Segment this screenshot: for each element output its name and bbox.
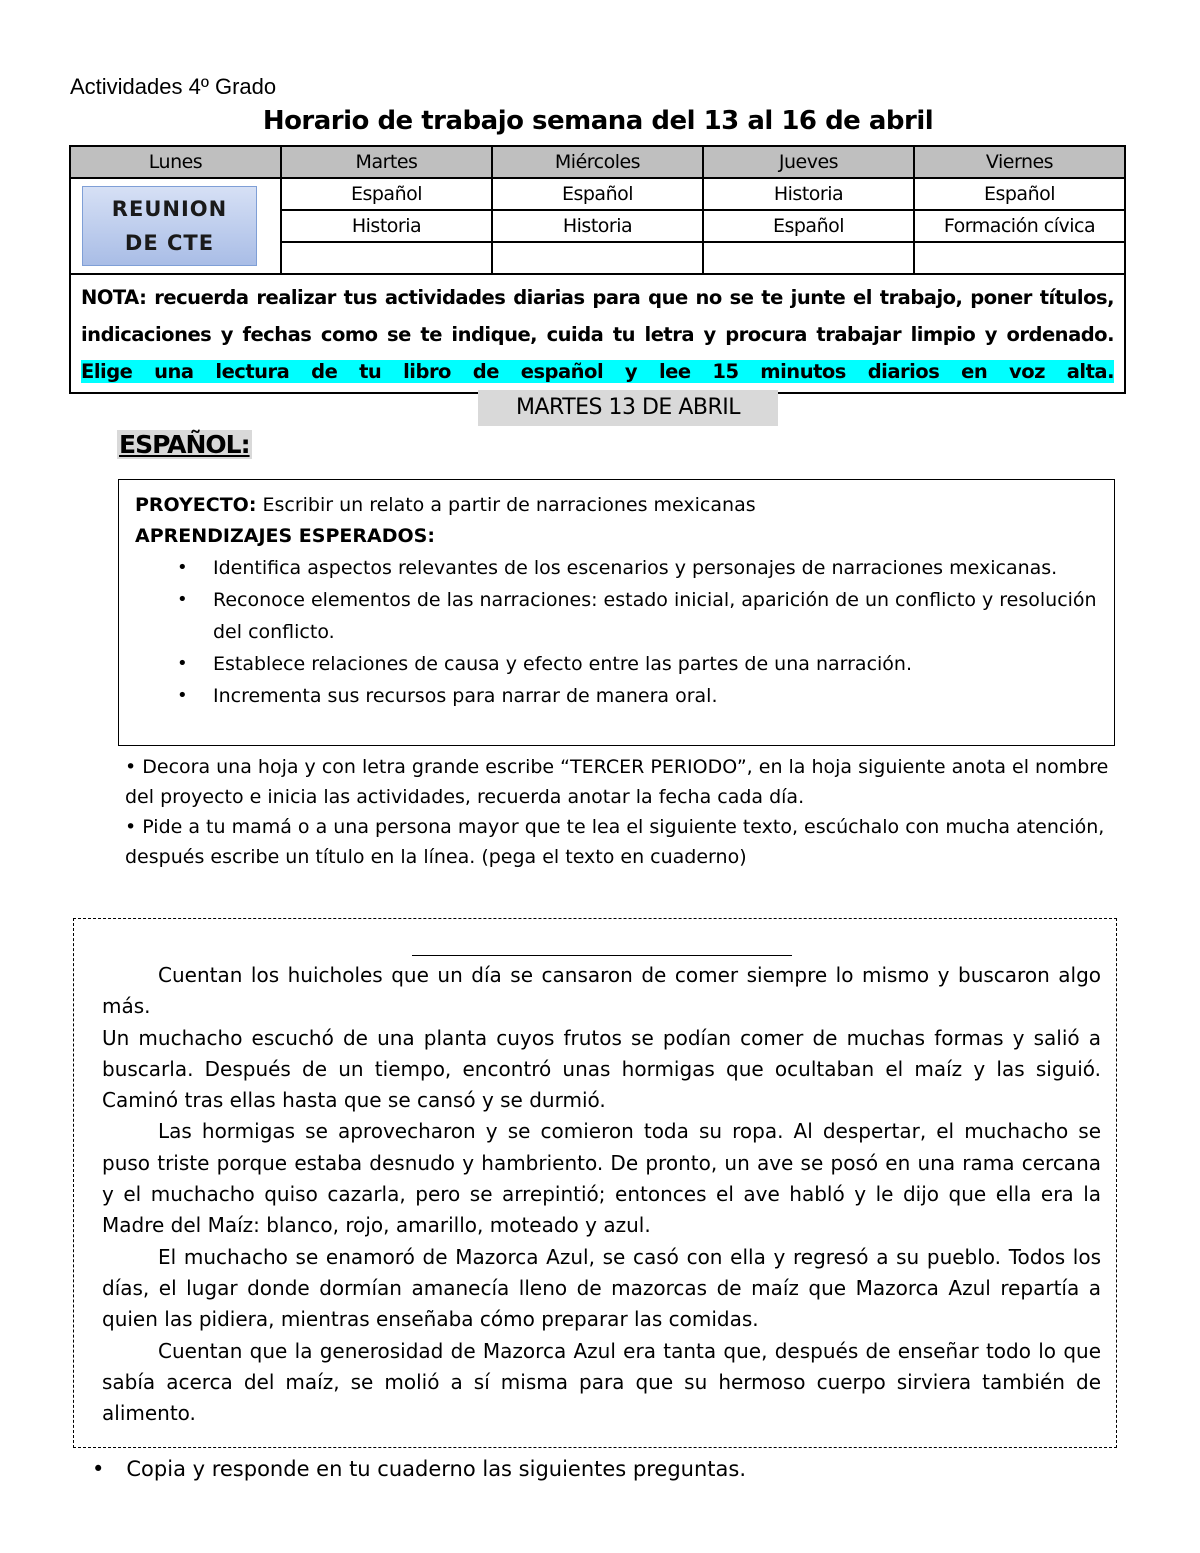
day-header-miercoles: Miércoles: [492, 146, 703, 178]
schedule-cell: Historia: [703, 178, 914, 210]
project-name: Escribir un relato a partir de narraciones mexicanas: [262, 494, 756, 516]
nota-text: recuerda realizar tus actividades diarias para que no se te junte el trabajo, poner títulos, indicaciones y fechas como se te indique, cuida tu letra y procura trabajar limpio y ordenado.: [81, 286, 1115, 346]
project-line: [135, 490, 1098, 521]
schedule-cell: Español: [914, 178, 1125, 210]
day-header-martes: Martes: [281, 146, 492, 178]
learning-list: [135, 552, 1098, 712]
reunion-cte-box: [82, 186, 257, 266]
schedule-cell: Historia: [281, 210, 492, 242]
instruction-item: • Decora una hoja y con letra grande escribe “TERCER PERIODO”, en la hoja siguiente anota el nombre del proyecto e inicia las actividades, recuerda anotar la fecha cada día.: [125, 756, 1109, 808]
day-heading: MARTES 13 DE ABRIL: [478, 390, 778, 426]
story-paragraph: Las hormigas se aprovecharon y se comieron toda su ropa. Al despertar, el muchacho se puso triste porque estaba desnudo y hambriento. De pronto, un ave se posó en una rama cercana y el muchacho quiso cazarla, pero se arrepintió; entonces el ave habló y le dijo que ella era la Madre del Maíz: blanco, rojo, amarillo, moteado y azul.: [102, 1119, 1101, 1238]
project-box: [118, 479, 1115, 746]
schedule-cell-empty: [492, 242, 703, 274]
learning-item: • Establece relaciones de causa y efecto entre las partes de una narración.: [213, 648, 1098, 680]
day-header-viernes: Viernes: [914, 146, 1125, 178]
schedule-cell: Historia: [492, 210, 703, 242]
nota-row: [70, 274, 1125, 393]
story-paragraph: Un muchacho escuchó de una planta cuyos frutos se podían comer de muchas formas y salió a buscarla. Después de un tiempo, encontró unas hormigas que ocultaban el maíz y las siguió. Caminó tras ellas hasta que se cansó y se durmió.: [102, 1025, 1101, 1113]
day-header-jueves: Jueves: [703, 146, 914, 178]
subject-heading: ESPAÑOL:: [119, 430, 250, 459]
story-paragraph: Cuentan los huicholes que un día se cansaron de comer siempre lo mismo y buscaron algo más.: [102, 963, 1101, 1019]
title-blank-line: [412, 955, 792, 956]
nota-note: [70, 274, 1125, 393]
day-header-lunes: Lunes: [70, 146, 281, 178]
schedule-title: Horario de trabajo semana del 13 al 16 de abril: [262, 106, 934, 136]
learning-item: • Incrementa sus recursos para narrar de manera oral.: [213, 680, 1098, 712]
schedule-cell: Español: [492, 178, 703, 210]
final-instruction: • Copia y responde en tu cuaderno las siguientes preguntas.: [92, 1457, 747, 1481]
learning-item: • Identifica aspectos relevantes de los escenarios y personajes de narraciones mexicanas.: [213, 552, 1098, 584]
project-label: PROYECTO:: [135, 494, 257, 516]
reunion-line-1: REUNION: [111, 197, 228, 221]
weekly-schedule-table: [69, 145, 1126, 394]
learning-label: APRENDIZAJES ESPERADOS:: [135, 525, 435, 547]
schedule-cell-empty: [914, 242, 1125, 274]
schedule-cell: Español: [281, 178, 492, 210]
reunion-line-2: DE CTE: [124, 231, 215, 255]
final-instruction-text: Copia y responde en tu cuaderno las siguientes preguntas.: [126, 1457, 747, 1481]
instruction-item: • Pide a tu mamá o a una persona mayor que te lea el siguiente texto, escúchalo con mucha atención, después escribe un título en la línea. (pega el texto en cuaderno): [125, 816, 1105, 868]
instruction-text: Pide a tu mamá o a una persona mayor que te lea el siguiente texto, escúchalo con mucha atención, después escribe un título en la línea. (pega el texto en cuaderno): [125, 816, 1105, 868]
schedule-cell-empty: [281, 242, 492, 274]
story-text: [102, 960, 1101, 1429]
nota-highlight: Elige una lectura de tu libro de español y lee 15 minutos diarios en voz alta.: [81, 360, 1114, 383]
story-paragraph: Cuentan que la generosidad de Mazorca Azul era tanta que, después de enseñar todo lo que sabía acerca del maíz, se molió a sí misma para que su hermoso cuerpo sirviera también de alimento.: [102, 1338, 1101, 1426]
schedule-cell: Español: [703, 210, 914, 242]
document-header-label: Actividades 4º Grado: [70, 74, 277, 99]
learning-item: • Reconoce elementos de las narraciones: estado inicial, aparición de un conflicto y resolución del conflicto.: [213, 584, 1098, 648]
schedule-header-row: [70, 146, 1125, 178]
schedule-cell-empty: [703, 242, 914, 274]
schedule-cell: Formación cívica: [914, 210, 1125, 242]
nota-label: NOTA:: [81, 286, 147, 309]
story-paragraph: El muchacho se enamoró de Mazorca Azul, se casó con ella y regresó a su pueblo. Todos los días, el lugar donde dormían amanecía lleno de mazorcas de maíz que Mazorca Azul repartía a quien las pidiera, mientras enseñaba cómo preparar las comidas.: [102, 1244, 1101, 1332]
instruction-text: Decora una hoja y con letra grande escribe “TERCER PERIODO”, en la hoja siguiente anota el nombre del proyecto e inicia las actividades, recuerda anotar la fecha cada día.: [125, 756, 1109, 808]
